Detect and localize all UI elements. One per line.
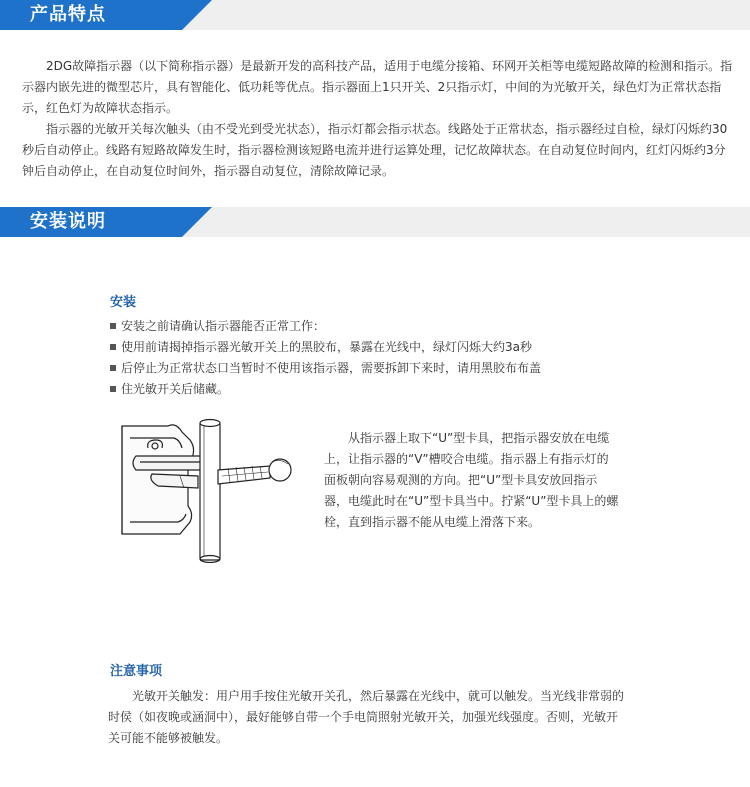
installation-section-header	[0, 207, 750, 237]
bullet-text: 安装之前请确认指示器能否正常工作：	[121, 319, 326, 333]
bullet-text: 后停止为正常状态口当暂时不使用该指示器，需要拆卸下来时，请用黑胶布布盖	[121, 361, 542, 375]
features-section-header	[0, 0, 750, 30]
bullet-square-icon	[110, 323, 116, 329]
list-item	[110, 379, 630, 400]
features-title: 产品特点	[30, 4, 106, 25]
install-bullet-list	[110, 316, 630, 400]
notes-paragraph: 光敏开关触发：用户用手按住光敏开关孔，然后暴露在光线中，就可以触发。当光线非常弱的时侯（如夜晚或涵洞中），最好能够自带一个手电筒照射光敏开关，加强光线强度。否则，光敏开关可能不能够被触发。	[108, 689, 625, 745]
bullet-square-icon	[110, 365, 116, 371]
installation-diagram-illustration	[118, 418, 304, 563]
install-heading: 安装	[110, 295, 137, 310]
features-paragraph-2: 指示器的光敏开关每次触头（由不受光到受光状态），指示灯都会指示状态。线路处于正常状态，指示器经过自检，绿灯闪烁约30秒后自动停止。线路有短路故障发生时，指示器检测该短路电流并进行运算处理，记忆故障状态。在自动复位时间内，红灯闪烁约3分钟后自动停止，在自动复位时间外，指示器自动复位，清除故障记录。	[22, 122, 728, 178]
list-item	[110, 337, 630, 358]
bullet-text: 使用前请揭掉指示器光敏开关上的黑胶布，暴露在光线中，绿灯闪烁大约3a秒	[121, 340, 532, 354]
list-item	[110, 316, 630, 337]
notes-heading: 注意事项	[110, 664, 163, 679]
bullet-square-icon	[110, 344, 116, 350]
features-paragraph-1: 2DG故障指示器（以下简称指示器）是最新开发的高科技产品，适用于电缆分接箱、环网开关柜等电缆短路故障的检测和指示。指示器内嵌先进的微型芯片，具有智能化、低功耗等优点。指示器面上1只开关、2只指示灯，中间的为光敏开关，绿色灯为正常状态指示，红色灯为故障状态指示。	[22, 59, 733, 115]
installation-title: 安装说明	[30, 211, 106, 232]
install-figure-description: 从指示器上取下“U”型卡具，把指示器安放在电缆上，让指示器的“V”槽咬合电缆。指示器上有指示灯的面板朝向容易观测的方向。把“U”型卡具安放回指示器，电缆此时在“U”型卡具当中。拧紧“U”型卡具上的螺栓，直到指示器不能从电缆上滑落下来。	[324, 431, 619, 529]
list-item	[110, 358, 630, 379]
bullet-square-icon	[110, 386, 116, 392]
bullet-text: 住光敏开关后储藏。	[121, 382, 230, 396]
